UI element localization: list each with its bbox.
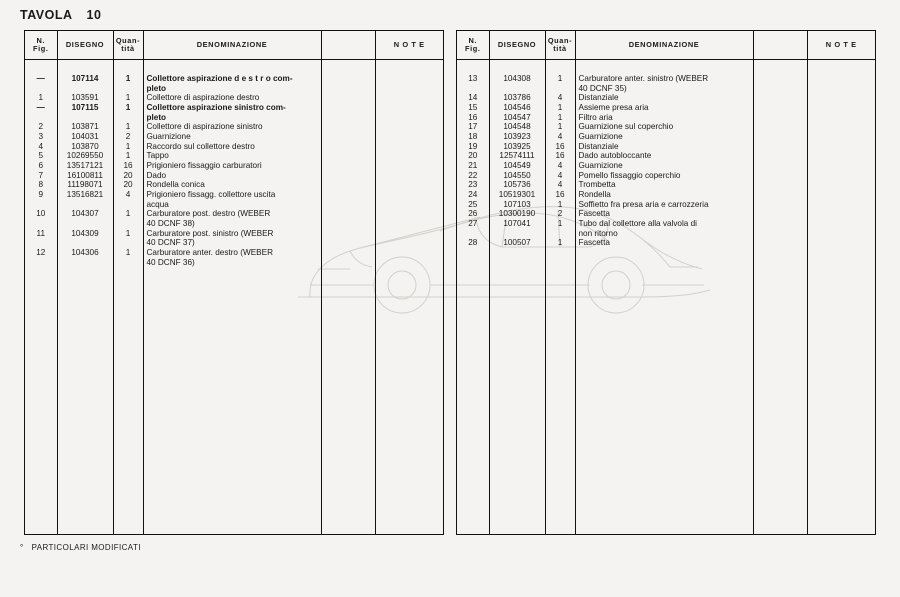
cell-fig: 8	[25, 180, 57, 190]
cell-fig: —	[25, 103, 57, 122]
cell-blank	[321, 209, 375, 228]
cell-denominazione: Assieme presa aria	[575, 103, 753, 113]
cell-blank	[753, 122, 807, 132]
cell-fig: 21	[457, 161, 489, 171]
footer-note-text: PARTICOLARI MODIFICATI	[31, 543, 141, 552]
cell-note	[375, 132, 443, 142]
cell-fig: 20	[457, 151, 489, 161]
cell-blank	[753, 171, 807, 181]
cell-quantita: 1	[545, 122, 575, 132]
cell-fig: 15	[457, 103, 489, 113]
cell-note	[807, 209, 875, 219]
cell-quantita: 1	[545, 103, 575, 113]
header-disegno: DISEGNO	[489, 31, 545, 60]
cell-note	[375, 74, 443, 93]
header-quantita: Quan- tità	[545, 31, 575, 60]
cell-note	[807, 122, 875, 132]
cell-fig: 13	[457, 74, 489, 93]
cell-blank	[753, 151, 807, 161]
cell-disegno: 104548	[489, 122, 545, 132]
cell-quantita: 2	[545, 209, 575, 219]
cell-blank	[753, 103, 807, 113]
table-header-row	[25, 31, 443, 60]
cell-denominazione: Rondella	[575, 190, 753, 200]
cell-fig: 7	[25, 171, 57, 181]
header-note: N O T E	[807, 31, 875, 60]
cell-denominazione: Fascetta	[575, 238, 753, 248]
parts-table-left-body	[25, 60, 443, 535]
cell-denominazione: Dado	[143, 171, 321, 181]
cell-fig: 17	[457, 122, 489, 132]
cell-quantita: 4	[545, 132, 575, 142]
cell-quantita: 1	[113, 248, 143, 267]
parts-table-right	[456, 30, 876, 535]
parts-table-right-body	[457, 60, 875, 535]
header-blank	[321, 31, 375, 60]
cell-blank	[753, 161, 807, 171]
table-row	[25, 142, 443, 152]
table-spacer-row	[457, 60, 875, 75]
cell-blank	[321, 103, 375, 122]
table-row	[25, 248, 443, 267]
cell-blank	[321, 142, 375, 152]
cell-fig: 5	[25, 151, 57, 161]
cell-denominazione: Collettore di aspirazione destro	[143, 93, 321, 103]
cell-quantita: 16	[113, 161, 143, 171]
cell-blank	[321, 180, 375, 190]
cell-blank	[321, 190, 375, 209]
cell-disegno: 105736	[489, 180, 545, 190]
table-spacer-row	[25, 60, 443, 75]
table-row	[457, 93, 875, 103]
table-row	[457, 238, 875, 248]
cell-blank	[753, 190, 807, 200]
cell-fig: 18	[457, 132, 489, 142]
modified-marker-icon: °	[20, 543, 24, 552]
cell-note	[807, 151, 875, 161]
table-row	[457, 122, 875, 132]
table-row	[457, 200, 875, 210]
cell-denominazione: Carburatore post. sinistro (WEBER 40 DCNF 37)	[143, 229, 321, 248]
cell-note	[375, 142, 443, 152]
cell-fig: 4	[25, 142, 57, 152]
cell-denominazione: Tubo dal collettore alla valvola di non ritorno	[575, 219, 753, 238]
cell-note	[375, 248, 443, 267]
cell-fig: 9	[25, 190, 57, 209]
cell-note	[375, 151, 443, 161]
cell-disegno: 107041	[489, 219, 545, 238]
cell-denominazione: Carburatore anter. sinistro (WEBER 40 DCNF 35)	[575, 74, 753, 93]
table-row	[25, 190, 443, 209]
cell-fig: 11	[25, 229, 57, 248]
cell-disegno: 104546	[489, 103, 545, 113]
cell-note	[807, 93, 875, 103]
table-row	[25, 151, 443, 161]
cell-fig: 3	[25, 132, 57, 142]
cell-note	[807, 74, 875, 93]
table-row	[25, 209, 443, 228]
cell-blank	[753, 93, 807, 103]
cell-note	[375, 180, 443, 190]
cell-denominazione: Pomello fissaggio coperchio	[575, 171, 753, 181]
header-blank	[753, 31, 807, 60]
cell-disegno: 104306	[57, 248, 113, 267]
cell-denominazione: Distanziale	[575, 93, 753, 103]
table-row	[457, 151, 875, 161]
cell-denominazione: Prigioniero fissagg. collettore uscita acqua	[143, 190, 321, 209]
cell-fig: 25	[457, 200, 489, 210]
cell-blank	[753, 209, 807, 219]
cell-disegno: 103786	[489, 93, 545, 103]
cell-blank	[321, 171, 375, 181]
cell-fig: 1	[25, 93, 57, 103]
cell-denominazione: Distanziale	[575, 142, 753, 152]
cell-blank	[753, 200, 807, 210]
cell-denominazione: Soffietto fra presa aria e carrozzeria	[575, 200, 753, 210]
cell-fig: 19	[457, 142, 489, 152]
cell-quantita: 1	[113, 209, 143, 228]
cell-note	[807, 190, 875, 200]
cell-quantita: 1	[113, 93, 143, 103]
cell-note	[375, 122, 443, 132]
table-row	[457, 113, 875, 123]
cell-fig: 14	[457, 93, 489, 103]
cell-disegno: 104308	[489, 74, 545, 93]
page-title-label: TAVOLA	[20, 8, 73, 22]
cell-blank	[321, 93, 375, 103]
cell-blank	[321, 74, 375, 93]
cell-denominazione: Fascetta	[575, 209, 753, 219]
header-note: N O T E	[375, 31, 443, 60]
cell-denominazione: Trombetta	[575, 180, 753, 190]
cell-disegno: 104550	[489, 171, 545, 181]
table-row	[25, 229, 443, 248]
cell-disegno: 103870	[57, 142, 113, 152]
cell-disegno: 107115	[57, 103, 113, 122]
cell-fig: 22	[457, 171, 489, 181]
cell-note	[807, 142, 875, 152]
cell-denominazione: Prigioniero fissaggio carburatori	[143, 161, 321, 171]
cell-fig: 24	[457, 190, 489, 200]
cell-note	[807, 161, 875, 171]
table-row	[25, 93, 443, 103]
cell-fig: 6	[25, 161, 57, 171]
cell-note	[375, 93, 443, 103]
cell-fig: 27	[457, 219, 489, 238]
cell-disegno: 107114	[57, 74, 113, 93]
table-row	[25, 103, 443, 122]
table-row	[457, 180, 875, 190]
cell-note	[375, 103, 443, 122]
cell-disegno: 104309	[57, 229, 113, 248]
cell-disegno: 104549	[489, 161, 545, 171]
cell-quantita: 1	[545, 200, 575, 210]
cell-denominazione: Guarnizione sul coperchio	[575, 122, 753, 132]
cell-note	[375, 229, 443, 248]
cell-disegno: 11198071	[57, 180, 113, 190]
cell-disegno: 13517121	[57, 161, 113, 171]
table-row	[457, 161, 875, 171]
table-header-row	[457, 31, 875, 60]
cell-denominazione: Carburatore post. destro (WEBER 40 DCNF 38)	[143, 209, 321, 228]
cell-note	[375, 171, 443, 181]
cell-denominazione: Dado autobloccante	[575, 151, 753, 161]
cell-blank	[321, 248, 375, 267]
cell-fig: 12	[25, 248, 57, 267]
cell-denominazione: Carburatore anter. destro (WEBER 40 DCNF 36)	[143, 248, 321, 267]
cell-disegno: 103871	[57, 122, 113, 132]
cell-quantita: 16	[545, 190, 575, 200]
cell-denominazione: Collettore aspirazione d e s t r o com- pleto	[143, 74, 321, 93]
cell-disegno: 13516821	[57, 190, 113, 209]
cell-note	[807, 103, 875, 113]
cell-denominazione: Guarnizione	[143, 132, 321, 142]
cell-quantita: 1	[545, 113, 575, 123]
cell-quantita: 1	[113, 122, 143, 132]
cell-denominazione: Raccordo sul collettore destro	[143, 142, 321, 152]
header-fig: N. Fig.	[457, 31, 489, 60]
cell-blank	[321, 161, 375, 171]
cell-quantita: 4	[545, 93, 575, 103]
header-denominazione: DENOMINAZIONE	[575, 31, 753, 60]
cell-quantita: 1	[113, 103, 143, 122]
cell-fig: 2	[25, 122, 57, 132]
cell-note	[807, 113, 875, 123]
parts-table-left-grid	[25, 31, 443, 534]
table-row	[457, 74, 875, 93]
cell-denominazione: Guarnizione	[575, 132, 753, 142]
header-disegno: DISEGNO	[57, 31, 113, 60]
table-row	[457, 219, 875, 238]
cell-blank	[321, 229, 375, 248]
cell-note	[807, 219, 875, 238]
cell-note	[375, 190, 443, 209]
parts-table-right-grid	[457, 31, 875, 534]
cell-quantita: 16	[545, 151, 575, 161]
cell-blank	[321, 122, 375, 132]
cell-quantita: 1	[113, 74, 143, 93]
parts-table-left	[24, 30, 444, 535]
header-fig: N. Fig.	[25, 31, 57, 60]
cell-blank	[753, 113, 807, 123]
footer-note	[20, 543, 141, 552]
page-title-number: 10	[86, 8, 102, 22]
cell-quantita: 2	[113, 132, 143, 142]
header-denominazione: DENOMINAZIONE	[143, 31, 321, 60]
cell-blank	[753, 132, 807, 142]
cell-fig: 10	[25, 209, 57, 228]
cell-quantita: 4	[545, 161, 575, 171]
cell-quantita: 1	[545, 74, 575, 93]
cell-disegno: 10269550	[57, 151, 113, 161]
cell-disegno: 100507	[489, 238, 545, 248]
cell-blank	[753, 74, 807, 93]
cell-fig: 26	[457, 209, 489, 219]
cell-denominazione: Filtro aria	[575, 113, 753, 123]
cell-denominazione: Rondella conica	[143, 180, 321, 190]
table-row	[25, 122, 443, 132]
cell-quantita: 4	[113, 190, 143, 209]
cell-blank	[321, 132, 375, 142]
cell-disegno: 104031	[57, 132, 113, 142]
cell-quantita: 4	[545, 171, 575, 181]
cell-note	[375, 209, 443, 228]
cell-denominazione: Guarnizione	[575, 161, 753, 171]
cell-disegno: 103923	[489, 132, 545, 142]
cell-quantita: 20	[113, 180, 143, 190]
cell-quantita: 1	[113, 142, 143, 152]
table-filler-row	[25, 267, 443, 534]
cell-note	[807, 132, 875, 142]
cell-quantita: 20	[113, 171, 143, 181]
table-row	[457, 132, 875, 142]
page-title	[20, 8, 101, 22]
cell-note	[807, 200, 875, 210]
cell-note	[807, 171, 875, 181]
cell-note	[375, 161, 443, 171]
table-filler-row	[457, 248, 875, 534]
cell-blank	[753, 238, 807, 248]
cell-blank	[753, 142, 807, 152]
cell-disegno: 103925	[489, 142, 545, 152]
cell-quantita: 1	[113, 229, 143, 248]
cell-denominazione: Collettore di aspirazione sinistro	[143, 122, 321, 132]
cell-denominazione: Tappo	[143, 151, 321, 161]
cell-disegno: 104307	[57, 209, 113, 228]
table-row	[25, 180, 443, 190]
table-row	[457, 103, 875, 113]
cell-disegno: 16100811	[57, 171, 113, 181]
cell-fig: 23	[457, 180, 489, 190]
cell-disegno: 12574111	[489, 151, 545, 161]
table-row	[25, 161, 443, 171]
cell-fig: 16	[457, 113, 489, 123]
table-row	[25, 132, 443, 142]
header-quantita: Quan- tità	[113, 31, 143, 60]
cell-blank	[753, 180, 807, 190]
table-row	[457, 142, 875, 152]
table-row	[25, 171, 443, 181]
cell-disegno: 107103	[489, 200, 545, 210]
cell-note	[807, 238, 875, 248]
cell-disegno: 10519301	[489, 190, 545, 200]
cell-quantita: 1	[545, 238, 575, 248]
table-row	[457, 171, 875, 181]
cell-denominazione: Collettore aspirazione sinistro com- pleto	[143, 103, 321, 122]
table-row	[25, 74, 443, 93]
cell-quantita: 1	[545, 219, 575, 238]
cell-blank	[753, 219, 807, 238]
cell-disegno: 104547	[489, 113, 545, 123]
table-row	[457, 190, 875, 200]
cell-note	[807, 180, 875, 190]
cell-blank	[321, 151, 375, 161]
cell-quantita: 16	[545, 142, 575, 152]
cell-quantita: 4	[545, 180, 575, 190]
cell-fig: 28	[457, 238, 489, 248]
cell-fig: —	[25, 74, 57, 93]
cell-disegno: 10300190	[489, 209, 545, 219]
cell-quantita: 1	[113, 151, 143, 161]
cell-disegno: 103591	[57, 93, 113, 103]
table-row	[457, 209, 875, 219]
